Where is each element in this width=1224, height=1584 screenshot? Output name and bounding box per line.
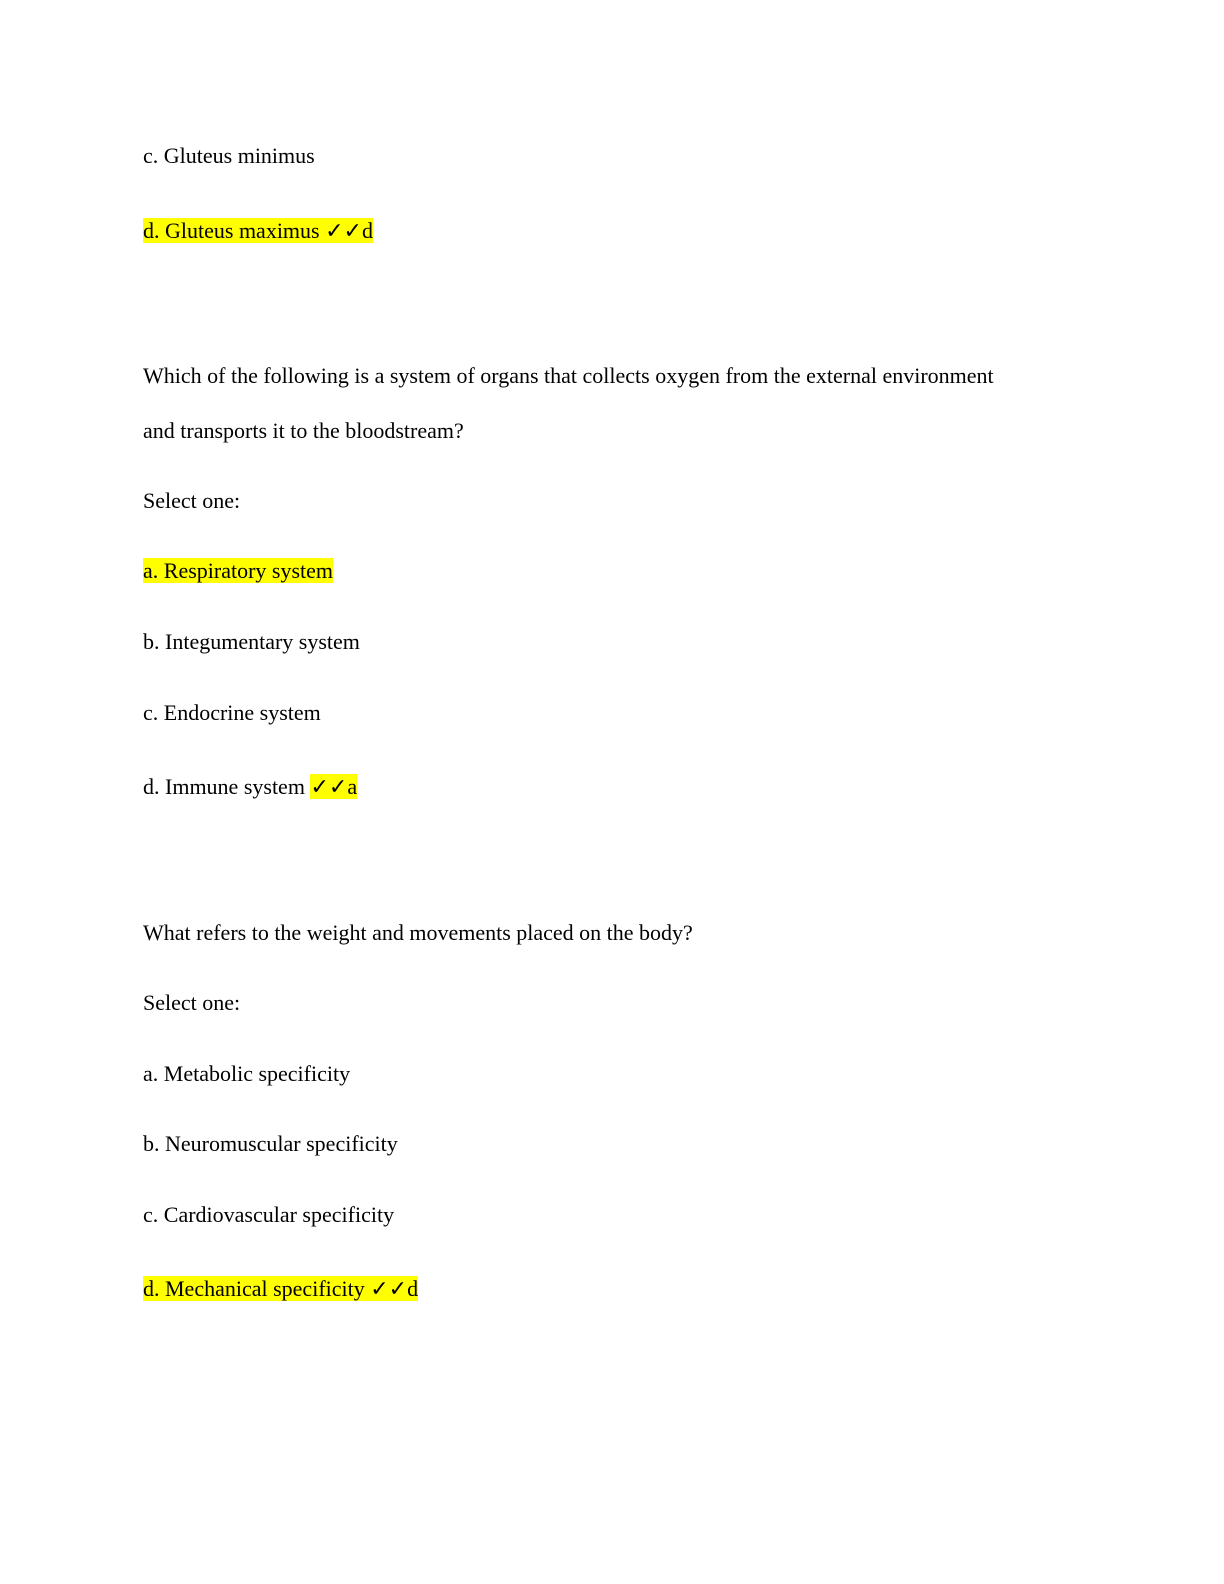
option-text: c. Endocrine system	[143, 700, 321, 725]
option-text: b. Neuromuscular specificity	[143, 1131, 398, 1156]
option-a-respiratory	[143, 556, 333, 586]
question-text: What refers to the weight and movements placed on the body?	[143, 920, 693, 945]
option-text: d. Immune system	[143, 774, 311, 799]
highlighted-option	[143, 1276, 418, 1301]
option-d-mechanical-answer	[143, 1274, 418, 1305]
answer-letter: a	[347, 774, 358, 799]
option-c-cardiovascular	[143, 1200, 394, 1230]
option-b-neuromuscular	[143, 1129, 398, 1159]
option-c-gluteus-minimus	[143, 141, 315, 171]
option-d-gluteus-maximus-answer	[143, 216, 373, 247]
option-text: b. Integumentary system	[143, 629, 360, 654]
option-c-endocrine	[143, 698, 321, 728]
option-text: d. Mechanical specificity	[143, 1276, 371, 1301]
answer-letter: d	[361, 218, 373, 243]
select-one-label: Select one:	[143, 990, 241, 1015]
question-text: and transports it to the bloodstream?	[143, 418, 464, 443]
option-a-metabolic	[143, 1059, 350, 1089]
option-text: d. Gluteus maximus	[143, 218, 326, 243]
double-check-icon: ✓✓	[370, 1277, 408, 1302]
option-d-immune	[143, 772, 357, 803]
question-text: Which of the following is a system of organs that collects oxygen from the external environment	[143, 363, 994, 388]
question-1-text-line-1	[143, 361, 994, 391]
option-text: a. Metabolic specificity	[143, 1061, 351, 1086]
answer-letter: d	[407, 1276, 419, 1301]
highlighted-option: a. Respiratory system	[143, 558, 334, 583]
option-text: c. Gluteus minimus	[143, 143, 315, 168]
option-b-integumentary	[143, 627, 360, 657]
question-2-select-label	[143, 988, 240, 1018]
option-text: c. Cardiovascular specificity	[143, 1202, 395, 1227]
select-one-label: Select one:	[143, 488, 241, 513]
question-2-text	[143, 918, 693, 948]
question-1-select-label	[143, 486, 240, 516]
double-check-icon: ✓✓	[325, 219, 362, 244]
highlighted-option	[143, 218, 373, 243]
double-check-icon: ✓✓	[310, 775, 348, 800]
question-1-text-line-2	[143, 416, 464, 446]
answer-key-highlight	[310, 774, 357, 799]
